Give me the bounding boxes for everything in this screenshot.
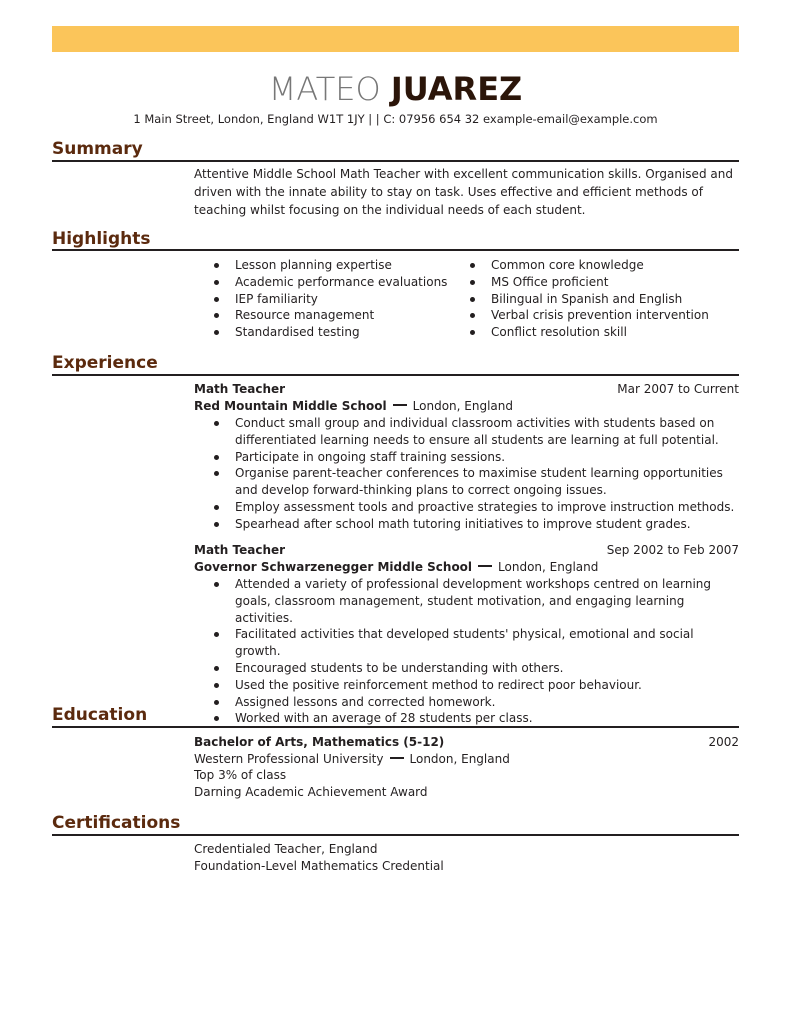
contact-line: 1 Main Street, London, England W1T 1JY | | C: 07956 654 32 example-email@example.com: [133, 112, 658, 126]
list-item: Organise parent-teacher conferences to maximise student learning opportunities and develop forward-thinking plans to correct ongoing issues.: [214, 465, 739, 499]
list-item: MS Office proficient: [470, 274, 709, 291]
job-duties-list: [214, 415, 739, 533]
list-item: Conduct small group and individual classroom activities with students based on differentiated learning needs to ensure all students are learning at full potential.: [214, 415, 739, 449]
summary-text: Attentive Middle School Math Teacher with excellent communication skills. Organised and driven with the innate ability to stay on task. Uses effective and efficient methods of teaching whilst focusing on the individual needs of each student.: [194, 167, 733, 217]
list-item: Encouraged students to be understanding with others.: [214, 660, 739, 677]
candidate-name: [0, 70, 791, 108]
experience-divider: [52, 374, 739, 376]
company-name: Red Mountain Middle School: [194, 399, 387, 413]
education-honor: Darning Academic Achievement Award: [194, 785, 428, 799]
school: [194, 751, 510, 768]
education-heading: Education: [52, 705, 148, 725]
list-item: Standardised testing: [214, 324, 447, 341]
degree: Bachelor of Arts, Mathematics (5-12): [194, 735, 445, 749]
list-item: Attended a variety of professional development workshops centred on learning goals, classroom management, student motivation, and engaging learning activities.: [214, 576, 739, 626]
education-divider: [52, 726, 739, 728]
job-location: London, England: [498, 560, 599, 574]
first-name: MATEO: [268, 70, 381, 108]
job-duties-list: [214, 576, 739, 727]
company-name: Governor Schwarzenegger Middle School: [194, 560, 473, 574]
certification-item: Foundation-Level Mathematics Credential: [194, 859, 444, 873]
highlights-heading: Highlights: [52, 229, 151, 249]
highlights-divider: [52, 249, 739, 251]
summary-heading: Summary: [52, 139, 143, 159]
list-item: Resource management: [214, 307, 447, 324]
header-accent-bar: [52, 26, 739, 52]
list-item: Assigned lessons and corrected homework.: [214, 694, 739, 711]
list-item: Bilingual in Spanish and English: [470, 291, 709, 308]
job-title: Math Teacher: [194, 382, 286, 396]
em-dash: [393, 404, 407, 406]
list-item: Conflict resolution skill: [470, 324, 709, 341]
experience-heading: Experience: [52, 353, 158, 373]
job-employer: [194, 559, 598, 576]
job-dates: Sep 2002 to Feb 2007: [606, 543, 739, 557]
list-item: Common core knowledge: [470, 257, 709, 274]
job-dates: Mar 2007 to Current: [617, 382, 739, 396]
list-item: IEP familiarity: [214, 291, 447, 308]
job-title: Math Teacher: [194, 543, 286, 557]
highlights-left-list: [214, 257, 447, 341]
school-name: Western Professional University: [194, 752, 384, 766]
job-employer: [194, 398, 513, 415]
last-name: JUAREZ: [390, 70, 523, 108]
list-item: Employ assessment tools and proactive strategies to improve instruction methods.: [214, 499, 739, 516]
certifications-heading: Certifications: [52, 813, 181, 833]
list-item: Verbal crisis prevention intervention: [470, 307, 709, 324]
list-item: Used the positive reinforcement method to redirect poor behaviour.: [214, 677, 739, 694]
list-item: Spearhead after school math tutoring initiatives to improve student grades.: [214, 516, 739, 533]
list-item: Facilitated activities that developed students' physical, emotional and social growth.: [214, 626, 739, 660]
list-item: Lesson planning expertise: [214, 257, 447, 274]
list-item: Worked with an average of 28 students per class.: [214, 710, 739, 727]
graduation-year: 2002: [708, 735, 739, 749]
em-dash: [478, 565, 492, 567]
certification-item: Credentialed Teacher, England: [194, 842, 378, 856]
job-location: London, England: [412, 399, 513, 413]
em-dash: [390, 757, 404, 759]
summary-divider: [52, 160, 739, 162]
education-honor: Top 3% of class: [194, 768, 287, 782]
school-location: London, England: [409, 752, 510, 766]
highlights-right-list: [470, 257, 709, 341]
list-item: Academic performance evaluations: [214, 274, 447, 291]
certifications-divider: [52, 834, 739, 836]
list-item: Participate in ongoing staff training sessions.: [214, 449, 739, 466]
